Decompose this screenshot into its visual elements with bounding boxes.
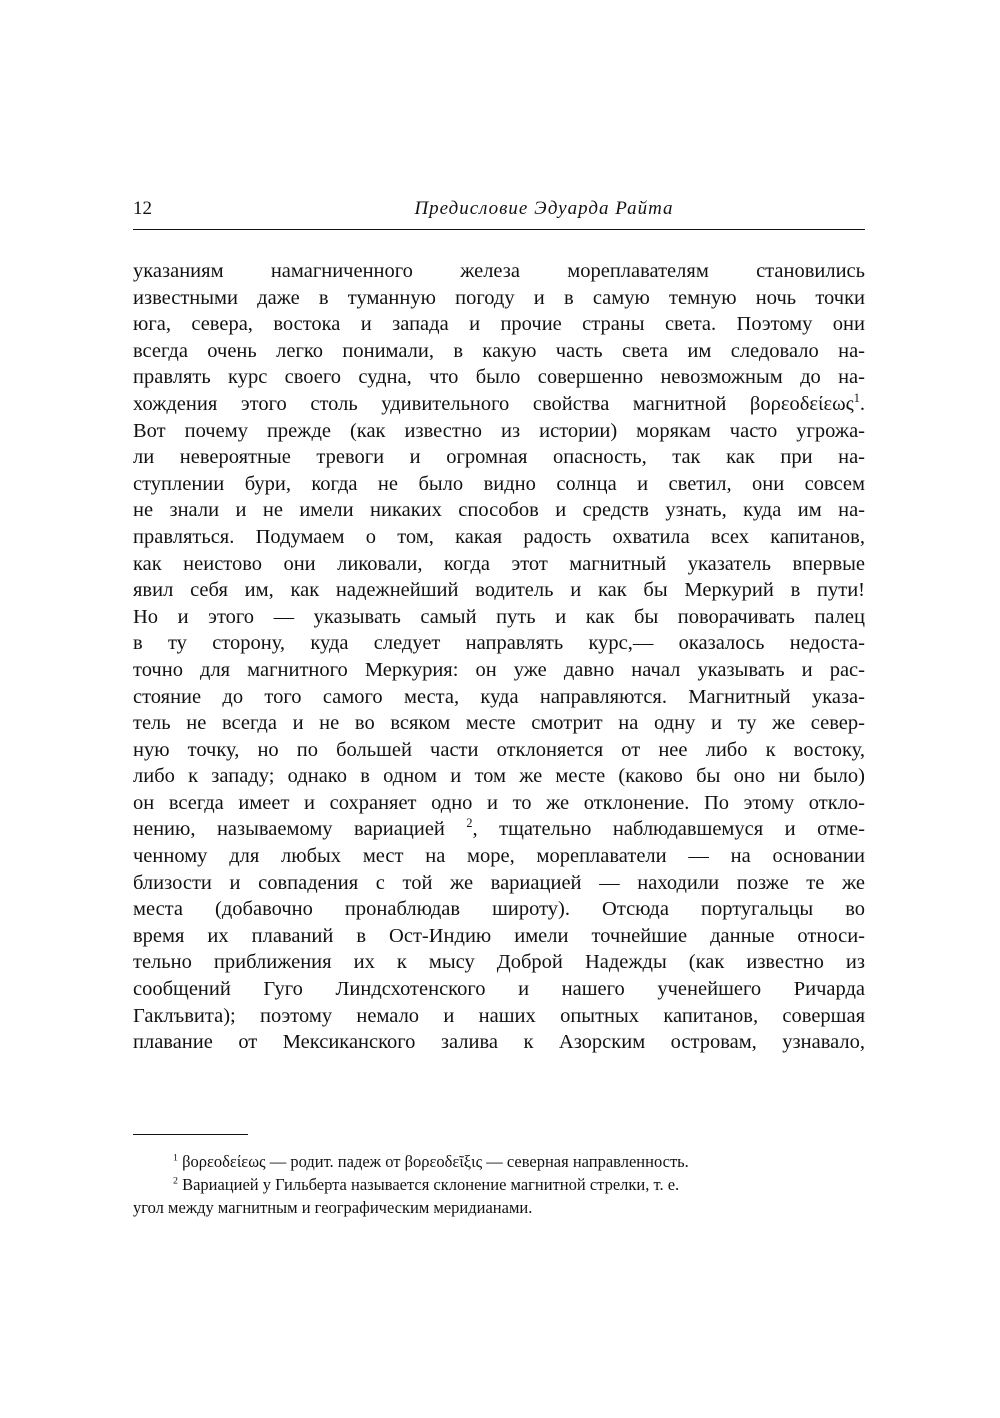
- text-line: тельно приближения их к мысу Доброй Надежды (как известно из: [133, 951, 865, 974]
- text-line: правляться. Подумаем о том, какая радость охватила всех капитанов,: [133, 525, 865, 548]
- text-line: хождения этого столь удивительного свойства магнитной βορεοδείεως$^1$.: [133, 391, 865, 415]
- text-line: он всегда имеет и сохраняет одно и то же отклонение. По этому откло-: [133, 791, 865, 814]
- text-line: ступлении бури, когда не было видно солнца и светил, они совсем: [133, 472, 865, 495]
- text-line: явил себя им, как надежнейший водитель и как бы Меркурий в пути!: [133, 579, 865, 602]
- text-line: Но и этого — указывать самый путь и как бы поворачивать палец: [133, 605, 865, 628]
- footnote-marker: 2: [173, 1175, 178, 1187]
- page-header: [133, 196, 865, 232]
- header-rule: [133, 229, 865, 230]
- body-text: [133, 258, 865, 1056]
- text-line: правлять курс своего судна, что было совершенно невозможным до на-: [133, 366, 865, 389]
- text-line: стояние до того самого места, куда направляются. Магнитный указа-: [133, 685, 865, 708]
- text-line: время их плаваний в Ост-Индию имели точнейшие данные относи-: [133, 924, 865, 947]
- text-line: точно для магнитного Меркурия: он уже давно начал указывать и рас-: [133, 658, 865, 681]
- text-line: близости и совпадения с той же вариацией — находили позже те же: [133, 871, 865, 894]
- text-line: всегда очень легко понимали, в какую часть света им следовало на-: [133, 339, 865, 362]
- text-fragment: , тщательно наблюдавшемуся и отме-: [472, 818, 865, 841]
- text-line: Гаклъвита); поэтому немало и наших опытных капитанов, совершая: [133, 1004, 865, 1027]
- text-line: как неистово они ликовали, когда этот магнитный указатель впервые: [133, 552, 865, 575]
- footnote-2: [133, 1173, 865, 1196]
- footnote-rule: [133, 1134, 248, 1135]
- text-fragment: хождения этого столь удивительного свойства магнитной βορεοδείεως: [133, 392, 854, 415]
- text-line: ли невероятные тревоги и огромная опасность, так как при на-: [133, 446, 865, 469]
- text-line: либо к западу; однако в одном и том же месте (каково бы оно ни было): [133, 765, 865, 788]
- text-line: места (добавочно пронаблюдав широту). Отсюда португальцы во: [133, 898, 865, 921]
- footnote-1: [133, 1150, 865, 1173]
- text-line: не знали и не имели никаких способов и средств узнать, куда им на-: [133, 499, 865, 522]
- text-line: ченному для любых мест на море, мореплаватели — на основании: [133, 845, 865, 868]
- running-title: Предисловие Эдуарда Райта: [414, 198, 674, 219]
- footnote-text: Вариацией у Гильберта называется склонение магнитной стрелки, т. е.: [182, 1175, 680, 1194]
- text-line: известными даже в туманную погоду и в самую темную ночь точки: [133, 286, 865, 309]
- text-line: сообщений Гуго Линдсхотенского и нашего ученейшего Ричарда: [133, 978, 865, 1001]
- text-line: указаниям намагниченного железа мореплавателям становились: [133, 260, 865, 282]
- text-line: тель не всегда и не во всяком месте смотрит на одну и ту же север-: [133, 712, 865, 735]
- text-line: [133, 816, 865, 843]
- page-number: 12: [133, 198, 152, 219]
- text-fragment: нению, называемому вариацией: [133, 818, 445, 841]
- footnote-marker: 1: [173, 1152, 178, 1164]
- text-line: Вот почему прежде (как известно из истории) морякам часто угрожа-: [133, 419, 865, 442]
- text-line: плавание от Мексиканского залива к Азорским островам, узнавало,: [133, 1031, 865, 1054]
- footnote-2-continued: угол между магнитным и географическим меридианами.: [133, 1198, 533, 1217]
- text-line: ную точку, но по большей части отклоняется от нее либо к востоку,: [133, 738, 865, 761]
- footnote-text: βορεοδείεως — родит. падеж от βορεοδεῖξις — северная направленность.: [182, 1152, 689, 1171]
- text-line: в ту сторону, куда следует направлять курс,— оказалось недоста-: [133, 632, 865, 655]
- footnote-ref: 2: [466, 816, 473, 831]
- text-line: юга, севера, востока и запада и прочие страны света. Поэтому они: [133, 313, 865, 336]
- footnotes: [133, 1150, 865, 1219]
- footnote-ref: 1: [853, 391, 860, 406]
